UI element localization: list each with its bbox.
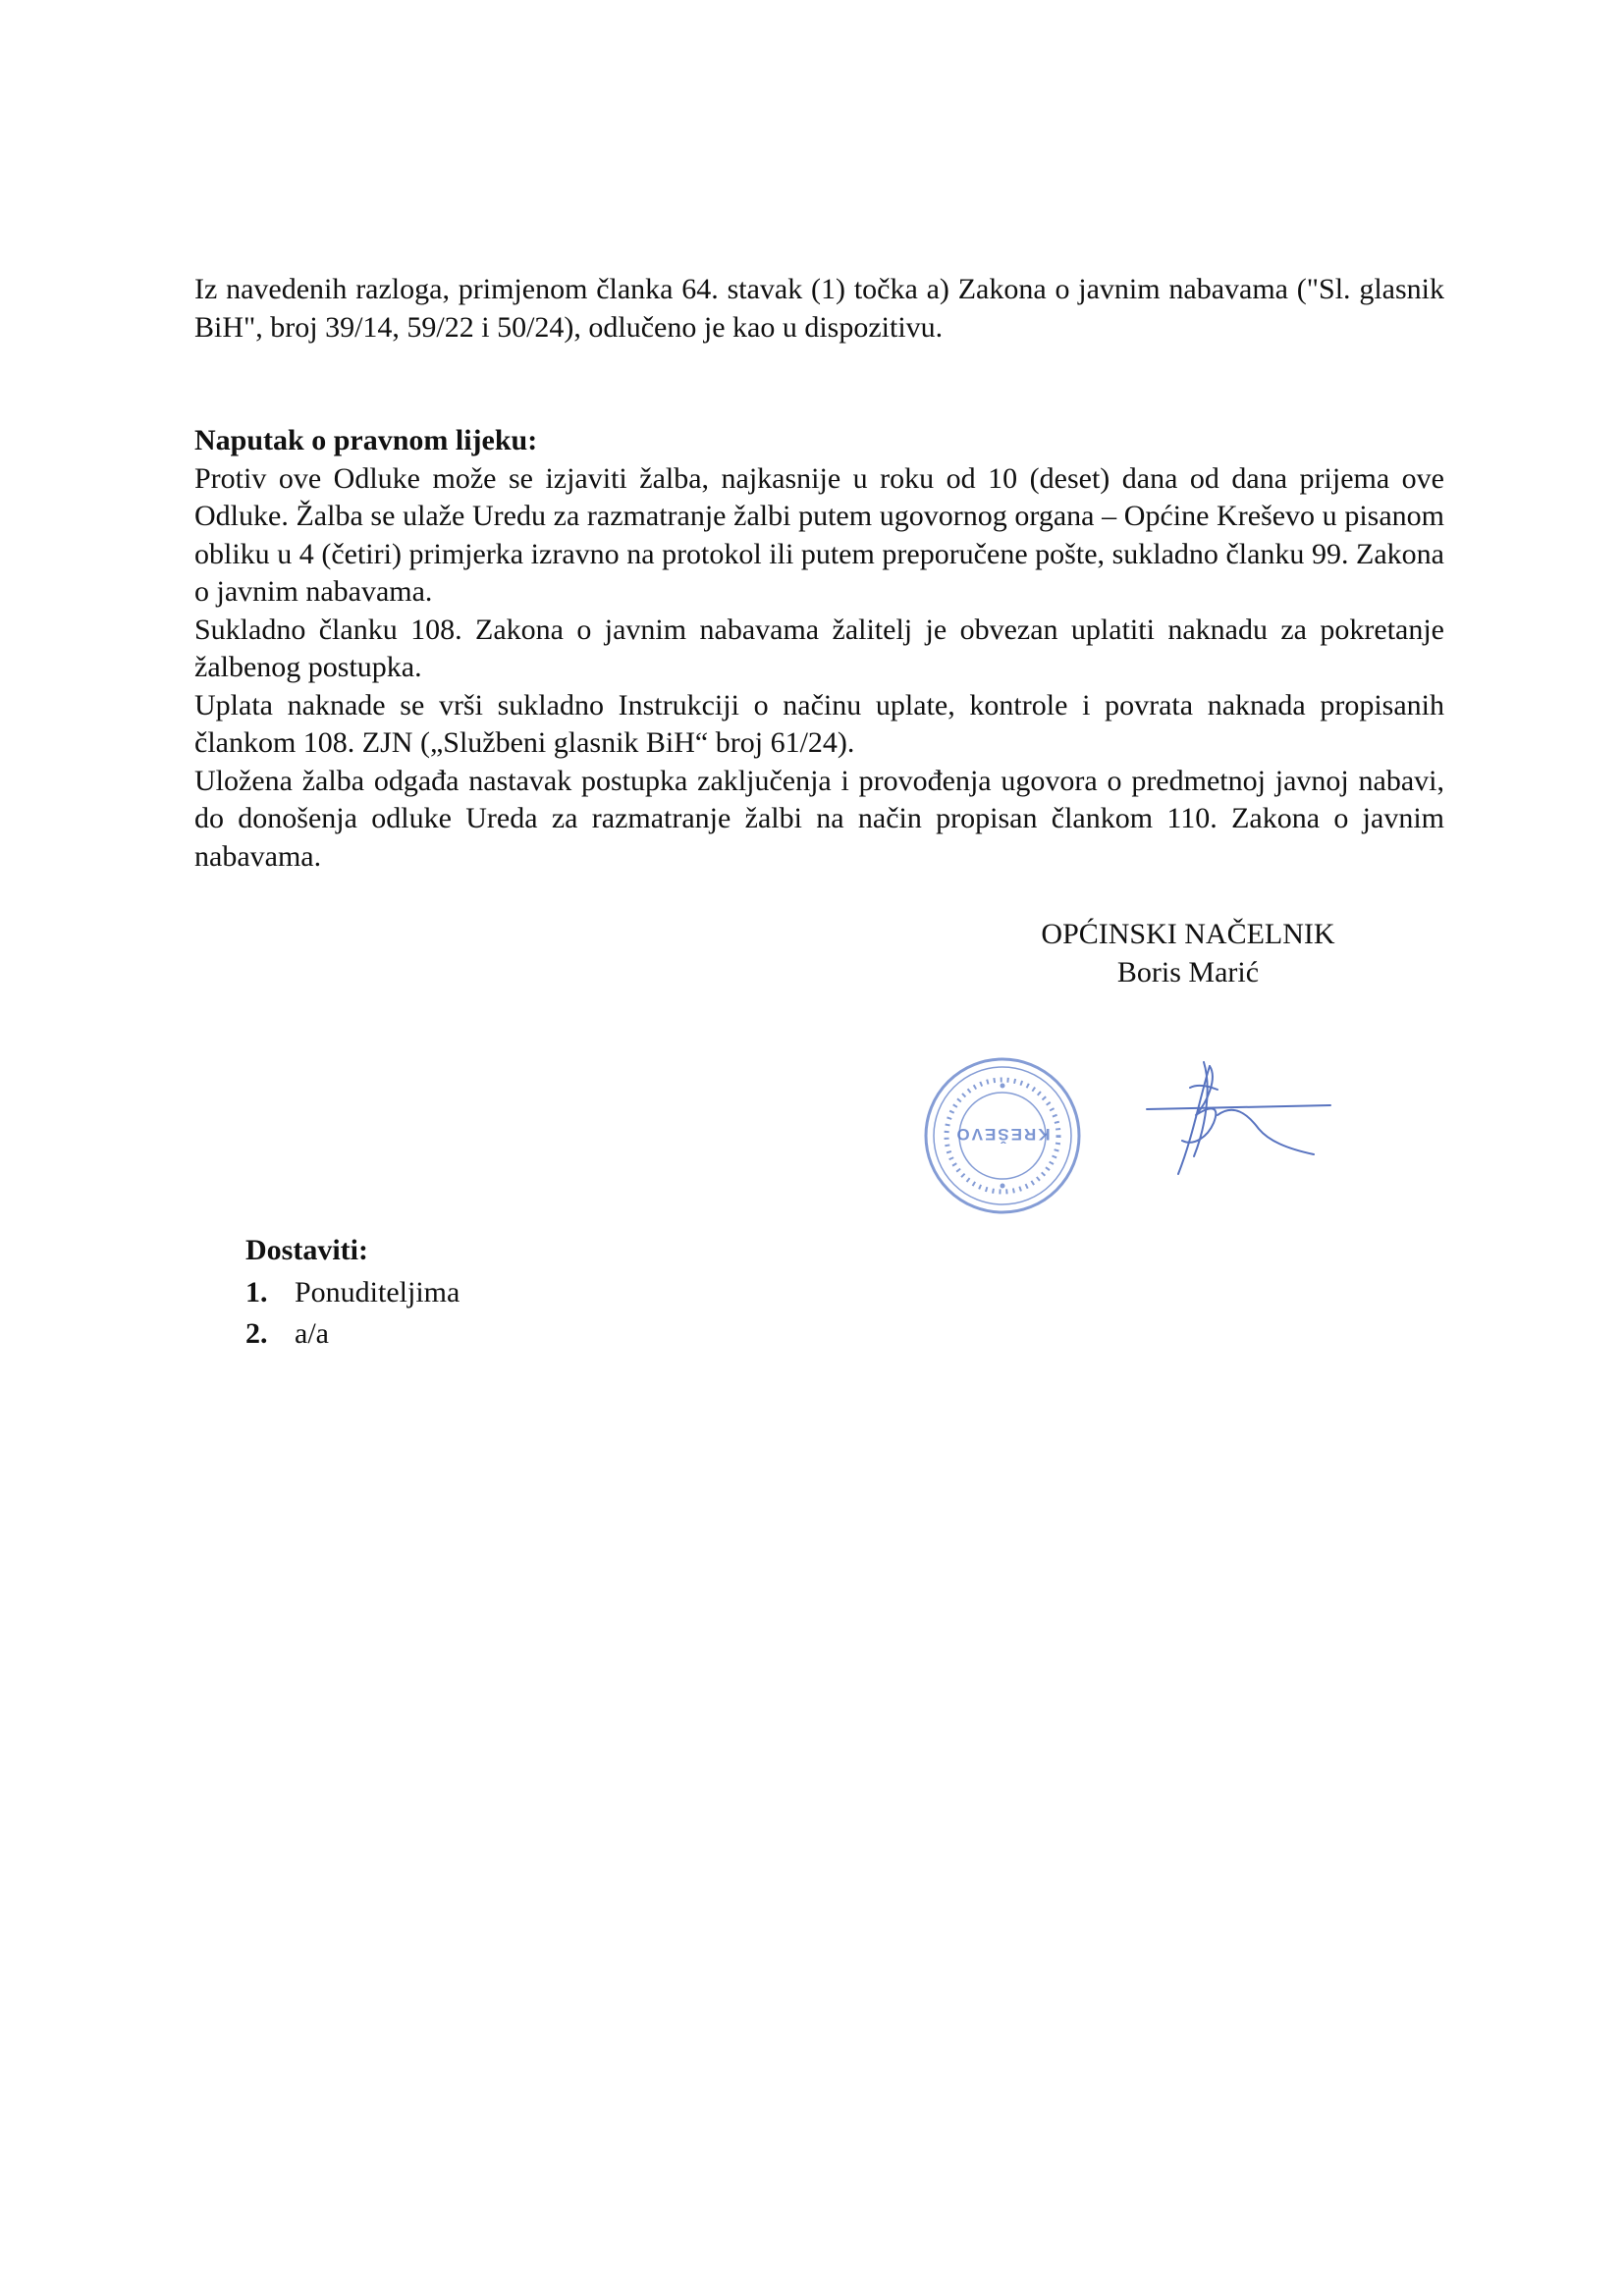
legal-remedy-heading: Naputak o pravnom lijeku: — [194, 424, 538, 456]
list-item-number: 2. — [245, 1317, 268, 1350]
list-item-number: 1. — [245, 1275, 268, 1308]
legal-remedy-paragraph: Sukladno članku 108. Zakona o javnim nabavama žalitelj je obvezan uplatiti naknadu za pokretanje žalbenog postupka. — [194, 613, 1444, 683]
official-seal-icon — [919, 1052, 1086, 1219]
intro-paragraph: Iz navedenih razloga, primjenom članka 64. stavak (1) točka a) Zakona o javnim nabavama ("Sl. glasnik BiH", broj 39/14, 59/22 i 50/24), odlučeno je kao u dispozitivu. — [194, 273, 1444, 344]
delivery-heading: Dostaviti: — [245, 1234, 368, 1266]
list-item — [245, 1274, 835, 1312]
signatory-name: Boris Marić — [1116, 955, 1260, 988]
delivery-list — [245, 1274, 835, 1354]
stamp-text: KREŠEVO — [954, 1125, 1051, 1144]
legal-remedy-paragraph: Protiv ove Odluke može se izjaviti žalba, najkasnije u roku od 10 (deset) dana od dana prijema ove Odluke. Žalba se ulaže Uredu za razmatranje žalbi putem ugovornog organa – Općine Kreševo u pisanom obliku u 4 (četiri) primjerka izravno na protokol ili putem preporučene pošte, sukladno članku 99. Zakona o javnim nabavama. — [194, 461, 1444, 608]
list-item — [245, 1315, 835, 1354]
list-item-label: a/a — [295, 1317, 329, 1350]
signatory-block — [982, 916, 1394, 991]
delivery-section — [245, 1232, 835, 1358]
signatory-title: OPĆINSKI NAČELNIK — [1041, 918, 1335, 950]
legal-remedy-section — [194, 422, 1444, 876]
legal-remedy-paragraph: Uplata naknade se vrši sukladno Instrukciji o načinu uplate, kontrole i povrata naknada propisanih člankom 108. ZJN („Službeni glasnik BiH“ broj 61/24). — [194, 688, 1444, 759]
list-item-label: Ponuditeljima — [295, 1275, 460, 1308]
handwritten-signature-icon — [1139, 1058, 1335, 1186]
legal-remedy-paragraph: Uložena žalba odgađa nastavak postupka zaključenja i provođenja ugovora o predmetnoj javnoj nabavi, do donošenja odluke Ureda za razmatranje žalbi na način propisan člankom 110. Zakona o javnim nabavama. — [194, 764, 1444, 873]
